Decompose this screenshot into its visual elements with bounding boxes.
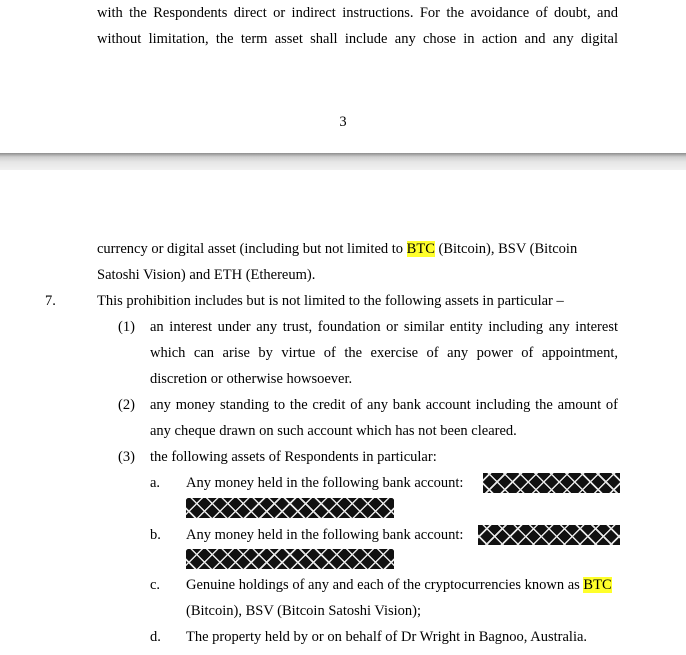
sub-item-label: b. [150,527,161,543]
body-text-line: without limitation, the term asset shall include any chose in action and any digital [97,31,618,47]
sub-item-text-composite [186,576,612,594]
sub-item-text: Any money held in the following bank account: [186,527,464,543]
page-separator [0,153,686,170]
highlighted-term: BTC [583,577,612,593]
paragraph-text: This prohibition includes but is not limited to the following assets in particular – [97,293,564,309]
sub-item-text: The property held by or on behalf of Dr Wright in Bagnoo, Australia. [186,629,588,645]
redaction-box [483,473,620,493]
body-text-line: Satoshi Vision) and ETH (Ethereum). [97,267,316,283]
page-number: 3 [339,114,347,130]
redaction-box [186,498,394,518]
continuation-line [97,240,618,258]
highlighted-term: BTC [406,241,435,257]
sub-item-text-segment: Genuine holdings of any and each of the cryptocurrencies known as [186,577,584,593]
body-text-segment: currency or digital asset (including but not limited to [97,241,407,257]
list-item-text: which can arise by virtue of the exercise of any power of appointment, [150,345,618,361]
sub-item-text: Any money held in the following bank account: [186,475,464,491]
list-item-text: discretion or otherwise howsoever. [150,371,353,387]
sub-item-label: a. [150,475,161,491]
paragraph-number: 7. [45,293,56,309]
body-text-segment: (Bitcoin), BSV (Bitcoin [434,241,578,257]
list-item-text: any money standing to the credit of any bank account including the amount of [150,397,618,413]
list-item-number: (2) [118,397,135,413]
list-item-number: (3) [118,449,135,465]
sub-item-text: (Bitcoin), BSV (Bitcoin Satoshi Vision); [186,603,422,619]
redaction-box [186,549,394,569]
document-page-upper [0,0,686,153]
list-item-number: (1) [118,319,135,335]
sub-item-label: c. [150,577,161,593]
redaction-box [478,525,620,545]
list-item-text: the following assets of Respondents in particular: [150,449,437,465]
list-item-text: any cheque drawn on such account which has not been cleared. [150,423,517,439]
body-text-line: with the Respondents direct or indirect instructions. For the avoidance of doubt, and [97,5,618,21]
list-item-text: an interest under any trust, foundation or similar entity including any interest [150,319,618,335]
sub-item-label: d. [150,629,161,645]
